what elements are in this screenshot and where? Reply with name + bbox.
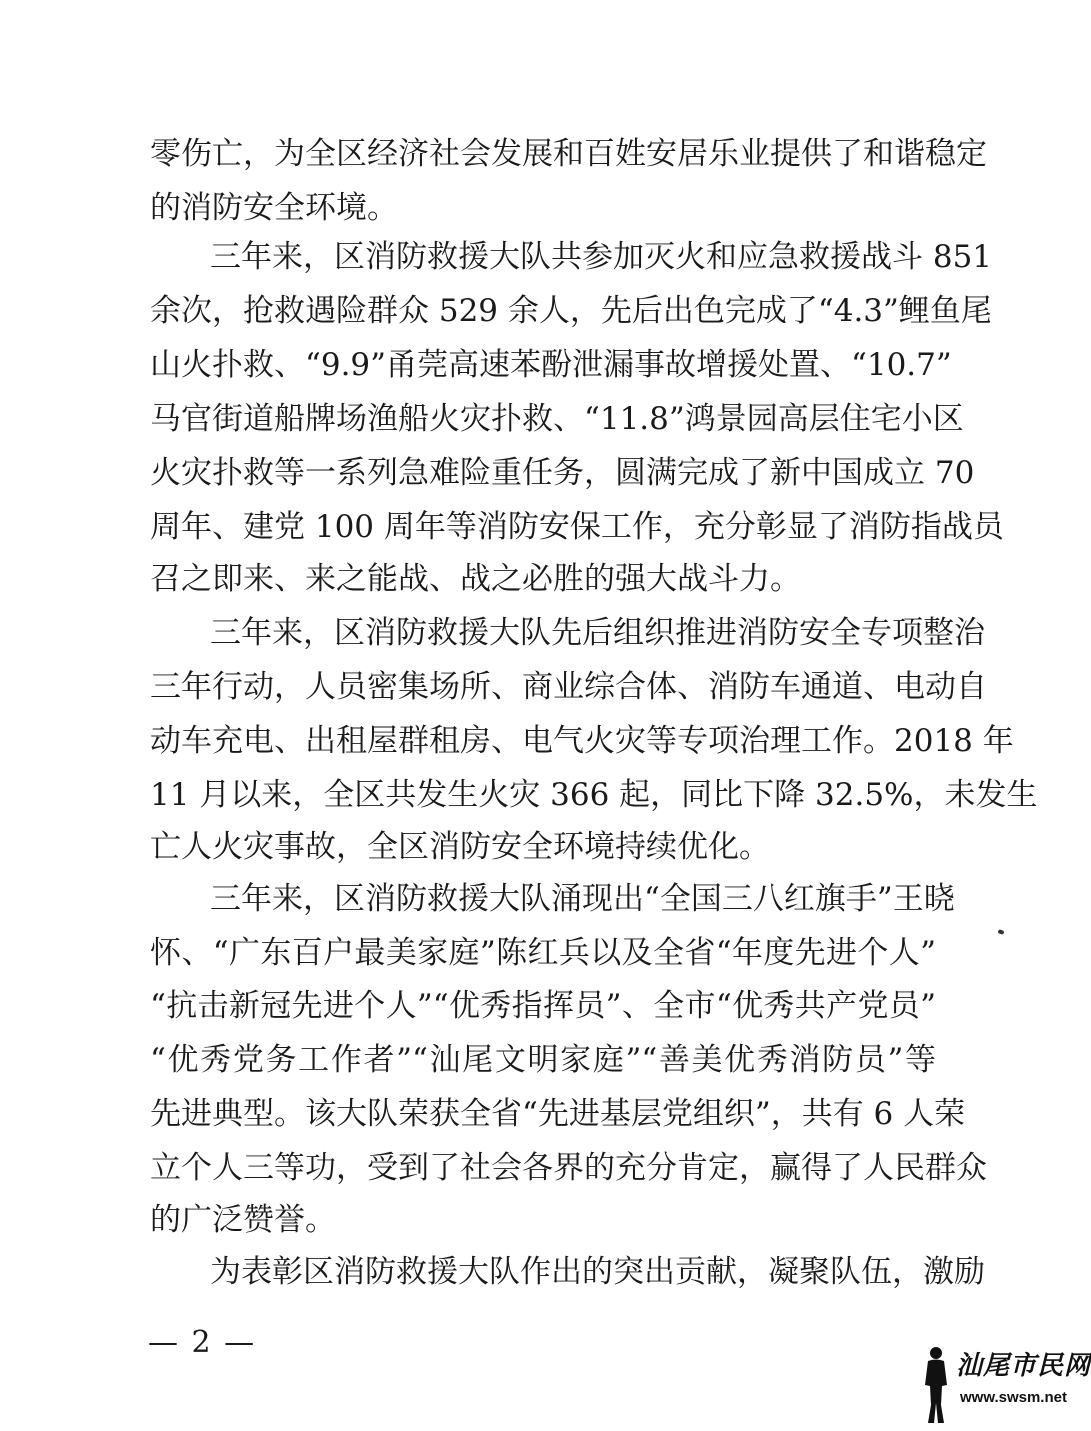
text-line: 三年来，区消防救援大队先后组织推进消防安全专项整治 <box>210 615 985 651</box>
text-line: 先进典型。该大队荣获全省“先进基层党组织”，共有 6 人荣 <box>150 1096 966 1132</box>
watermark-title: 汕尾市民网 <box>956 1351 1091 1381</box>
scan-speck <box>997 929 1004 935</box>
text-line: 召之即来、来之能战、战之必胜的强大战斗力。 <box>150 561 801 597</box>
text-line: 三年来，区消防救援大队涌现出“全国三八红旗手”王晓 <box>210 881 955 917</box>
text-line: 火灾扑救等一系列急难险重任务，圆满完成了新中国成立 70 <box>150 455 975 491</box>
site-watermark <box>912 1339 1091 1427</box>
text-line: 的广泛赞誉。 <box>150 1202 336 1238</box>
page-number: — 2 — <box>148 1325 257 1360</box>
text-line: “优秀党务工作者”“汕尾文明家庭”“善美优秀消防员”等 <box>150 1042 936 1078</box>
person-silhouette-icon <box>920 1345 952 1425</box>
text-line: 余次，抢救遇险群众 529 余人，先后出色完成了“4.3”鲤鱼尾 <box>150 293 992 329</box>
text-line: 的消防安全环境。 <box>150 190 398 226</box>
text-line: 怀、“广东百户最美家庭”陈红兵以及全省“年度先进个人” <box>150 935 936 971</box>
text-line: 立个人三等功，受到了社会各界的充分肯定，赢得了人民群众 <box>150 1150 987 1186</box>
text-line: 周年、建党 100 周年等消防安保工作，充分彰显了消防指战员 <box>150 509 1004 545</box>
text-line: 山火扑救、“9.9”甬莞高速苯酚泄漏事故增援处置、“10.7” <box>150 347 952 383</box>
text-line: 11 月以来，全区共发生火灾 366 起，同比下降 32.5%，未发生 <box>150 777 1038 813</box>
text-line: 为表彰区消防救援大队作出的突出贡献，凝聚队伍，激励 <box>210 1254 985 1290</box>
text-line: 马官街道船牌场渔船火灾扑救、“11.8”鸿景园高层住宅小区 <box>150 401 964 437</box>
text-line: 零伤亡，为全区经济社会发展和百姓安居乐业提供了和谐稳定 <box>150 136 987 172</box>
text-line: 动车充电、出租屋群租房、电气火灾等专项治理工作。2018 年 <box>150 723 1014 759</box>
text-line: 三年来，区消防救援大队共参加灭火和应急救援战斗 851 <box>210 239 993 275</box>
text-line: 三年行动，人员密集场所、商业综合体、消防车通道、电动自 <box>150 669 987 705</box>
watermark-url: www.swsm.net <box>960 1389 1067 1406</box>
text-line: 亡人火灾事故，全区消防安全环境持续优化。 <box>150 829 770 865</box>
text-line: “抗击新冠先进个人”“优秀指挥员”、全市“优秀共产党员” <box>150 988 936 1024</box>
